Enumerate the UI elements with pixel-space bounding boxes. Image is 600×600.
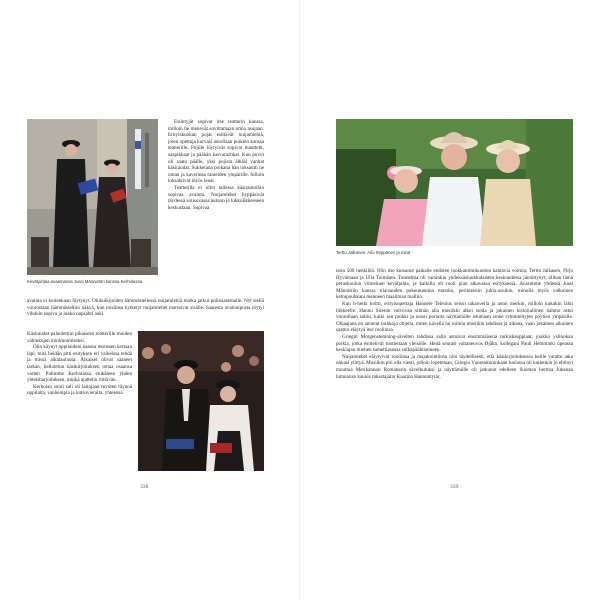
stage-photo-caption: Kevätjuhlaa avaamassa Jussi Männistön kanssa Kerholassa [27, 279, 143, 284]
right-column-text [336, 268, 573, 380]
stage-photo-image [27, 119, 158, 275]
paragraph: noin 500 henkilöä. Olin itse kutsunut paikalle entisten luokkatoimikuntien kantavia voimia; Terttu Jalkasen, Pirjo Hyvämaan ja Ulla Toimisen. Tunnelma oli varsinkin yhdeksäsluokkalaisten keskuudessa jännittynyt, olihan tämä peruskoulun viimeinen kevätjuhla, ja kaikilla oli rooli pian alkavassa esityksessä. Avasimme yhdessä Jussi Männistön kanssa tilaisuuden pukeutuneina mustiin, perinteisiin juhla-asuihin, minulla myös valkoinen kettupuuhkani menneen maailman malliin. [336, 268, 573, 301]
paragraph: Kun h-hetki koitti, erityisopettaja Hannele Telenius seisoi takaovella ja antoi merkin, milloin kukakin lähti liikkeelle. Hannu Sirenin valvovan silmän alla musiikki alkoi soida ja jokainen historiallinen hahmo astui vuorollaan saliin, kulki sen poikki ja nousi portaita näyttämölle istumaan sinne ryhmiteltyjen pöytien ympärille. Ohjaajana en antanut tarkkoja ohjeita, miten kävellä tai toimia musiikin tahdissa ja aikana, vaan jokainen aikuinen saattoi eläytyä itse rooliinsa. [336, 300, 573, 334]
audience-photo-image [138, 331, 264, 471]
paragraph: Kerholan suuri sali oli laitojaan myöten täynnä oppilaita, vanhempia ja kutsuvieraita, yhteensä [27, 383, 132, 397]
left-column-text-top [168, 119, 264, 211]
paragraph: Teatterilla ei ollut tallessa käsirautoihin sopivaa avainta. Nuijamiehet hyppäsivät täydessä sotisovassa autoon ja lukkolikkeeseen keskustaan. Sopivaa [168, 184, 264, 211]
three-women-photo-caption: Terttu Jalkanen, Ailo Seppänen ja minä [336, 250, 411, 255]
paragraph: Esiintyjät sopivat itse teatterin kanssa, milloin he menevät sovittamaan omia asujaan. Erityiskuokan pojat esittävät nuijamiehiä, joten opettaja kurvasi autollaan poikien kanssa teatterille. Pojille löytyivät sopivat manttelit, saapikkaat ja päähän karvarazhkat. Kun puvut oli saatu päälle, yksi pojista älkäsi vanhat käsiraudat. Sukkelana poikana hän loksautti ne oman ja kaverinsa ranteiden ympärille. Silloin loksahtivat myös leuat. [168, 119, 264, 185]
audience-photo [138, 331, 264, 471]
page-number-right: 339 [450, 484, 459, 490]
paragraph: Olin käynyt oppilaideni kanssa monesen kertaan läpi, mitä heidän pitti esityksen eri vaiheissa tehdä ja missä aikataulussa. Aikaiset olivat saaneet tarkan, kellotetun käsikirjoituksen omaa osaansa varten. Pidimme Kerholassa etukäteen yhden yhteisharjoituksen, minkä ajattelin riittävän. [27, 344, 132, 384]
stage-photo [27, 119, 158, 275]
paragraph: Käsiraudat palautettiin pikaisesti teatterille muiden vahinkojen minimoimiseksi. [27, 331, 132, 344]
three-women-photo [336, 119, 573, 246]
paragraph: Nuijamiehet eläytyivät rooliinsa ja majakointiinsa niin täydellisesti, että käsikirjoituksessa heille varattu aika uhkasi ylittyä. Musiikin piti olla viesti, jolloin lopetetaan, Griegin Vuorenkuninkaan luolassa oli kuitenkin jo ehtinyt muuttua Merikannon Romanssin sävelkuluksi ja näyttämölle oli jatkunut edelleen Suomen herttua Juhanan lumoavan kaunis rakastajatar Kaarina Hannuntytär, [336, 353, 573, 380]
paragraph: Griegin Morgenstemning-sävelten tahdissa salin astuivat ensimmäisenä turkiskauppiaat, joukko yslinokan poikia, jotka esittelivät tuotteitaan yleisölle. Heitä seurasi valtaneuvos Djäkn, kollegani Pauli Hemminki upeassa keskiajan miehen samettiasussa sulkapäähineineen. [336, 333, 573, 354]
three-women-photo-image [336, 119, 573, 246]
paragraph-full-width: avainta ei kuitenkaan löytynyt. Ohikulkijoiden hämmästellessä nuijamiehiä matka jatkui poliisiasemalle. Nyt siellä vuorostaan hämmästeltiin näkyä, kun toisiinsa kytketyt nuijamiehet marssivat sisälle. Saaresta avainnipusta löytyi vihdoin sopiva ja lukko napsahti auki. [27, 298, 264, 318]
page-number-left: 338 [140, 484, 149, 490]
left-column-text-bottom [27, 331, 132, 397]
right-page [300, 0, 600, 600]
